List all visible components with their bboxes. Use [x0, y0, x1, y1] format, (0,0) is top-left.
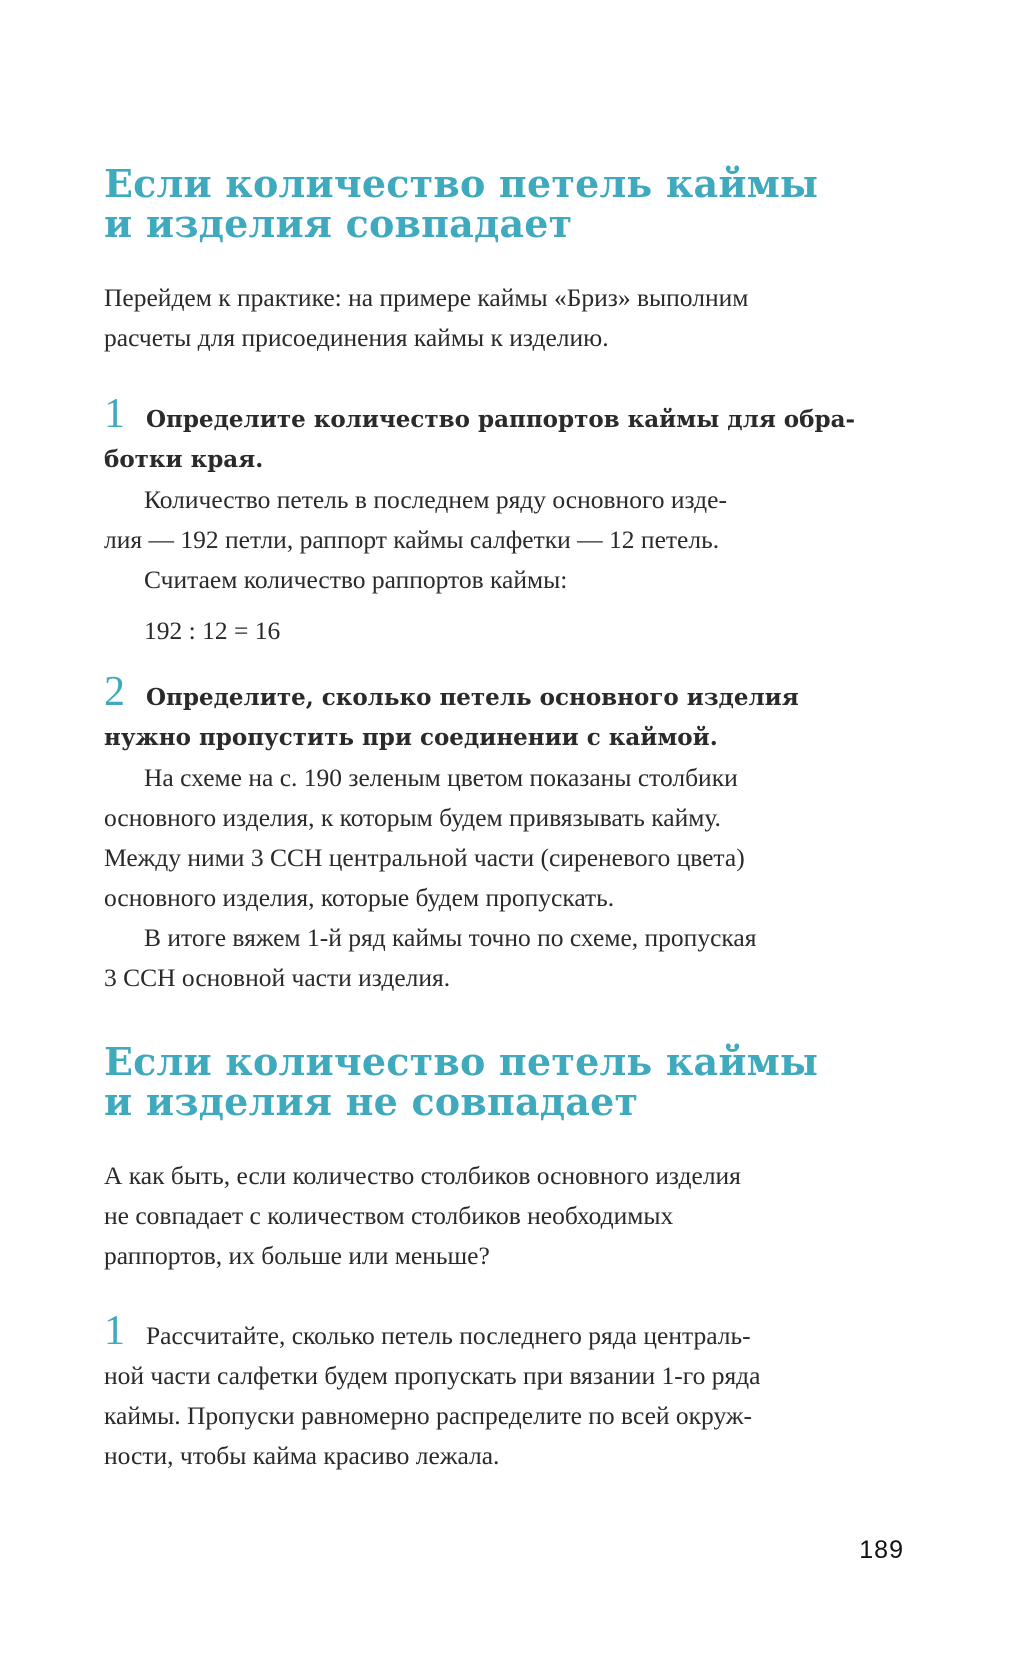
formula-text: 192 : 12 = 16 [144, 616, 281, 645]
heading-line: и изделия совпадает [104, 201, 573, 246]
section-heading-match [104, 161, 819, 246]
text-line: ной части салфетки будем пропускать при вязании 1-го ряда [104, 1361, 761, 1390]
page-number: 189 [859, 1536, 904, 1564]
step-title: нужно пропустить при соединении с каймой. [104, 724, 718, 751]
step-block-3 [104, 1308, 904, 1476]
section-intro-paragraph [104, 1156, 904, 1276]
text-line: ности, чтобы кайма красиво лежала. [104, 1441, 500, 1470]
text-line: Между ними 3 ССН центральной части (сиреневого цвета) [104, 843, 745, 872]
text-line: На схеме на с. 190 зеленым цветом показаны столбики [144, 763, 738, 792]
text-line: основного изделия, которые будем пропускать. [104, 883, 615, 912]
section-heading-mismatch [104, 1039, 819, 1124]
text-line: В итоге вяжем 1-й ряд каймы точно по схеме, пропуская [144, 923, 757, 952]
step-number: 2 [104, 669, 125, 715]
step-block-2 [104, 669, 904, 998]
heading-line: и изделия не совпадает [104, 1079, 639, 1124]
text-line: А как быть, если количество столбиков основного изделия [104, 1161, 741, 1190]
text-line: лия — 192 петли, раппорт каймы салфетки — 12 петель. [104, 525, 720, 554]
text-line: расчеты для присоединения каймы к изделию. [104, 323, 609, 352]
section-intro-paragraph [104, 278, 904, 358]
text-line: Считаем количество раппортов каймы: [144, 565, 568, 594]
step-block-1 [104, 391, 904, 600]
heading-line: Если количество петель каймы [104, 1039, 819, 1084]
text-line: основного изделия, к которым будем привязывать кайму. [104, 803, 721, 832]
text-line: не совпадает с количеством столбиков необходимых [104, 1201, 674, 1230]
step-number: 1 [104, 1308, 125, 1354]
text-line: раппортов, их больше или меньше? [104, 1241, 490, 1270]
text-line: 3 ССН основной части изделия. [104, 963, 451, 992]
text-line: Рассчитайте, сколько петель последнего ряда централь- [146, 1321, 751, 1350]
step-title: Определите, сколько петель основного изделия [146, 684, 799, 711]
book-page [104, 0, 904, 1654]
step-title: Определите количество раппортов каймы для обра- [146, 406, 856, 433]
text-line: Количество петель в последнем ряду основного изде- [144, 485, 727, 514]
heading-line: Если количество петель каймы [104, 161, 819, 206]
formula [104, 611, 904, 651]
step-number: 1 [104, 391, 125, 437]
step-title: ботки края. [104, 446, 264, 473]
text-line: каймы. Пропуски равномерно распределите по всей окруж- [104, 1401, 752, 1430]
text-line: Перейдем к практике: на примере каймы «Бриз» выполним [104, 283, 749, 312]
